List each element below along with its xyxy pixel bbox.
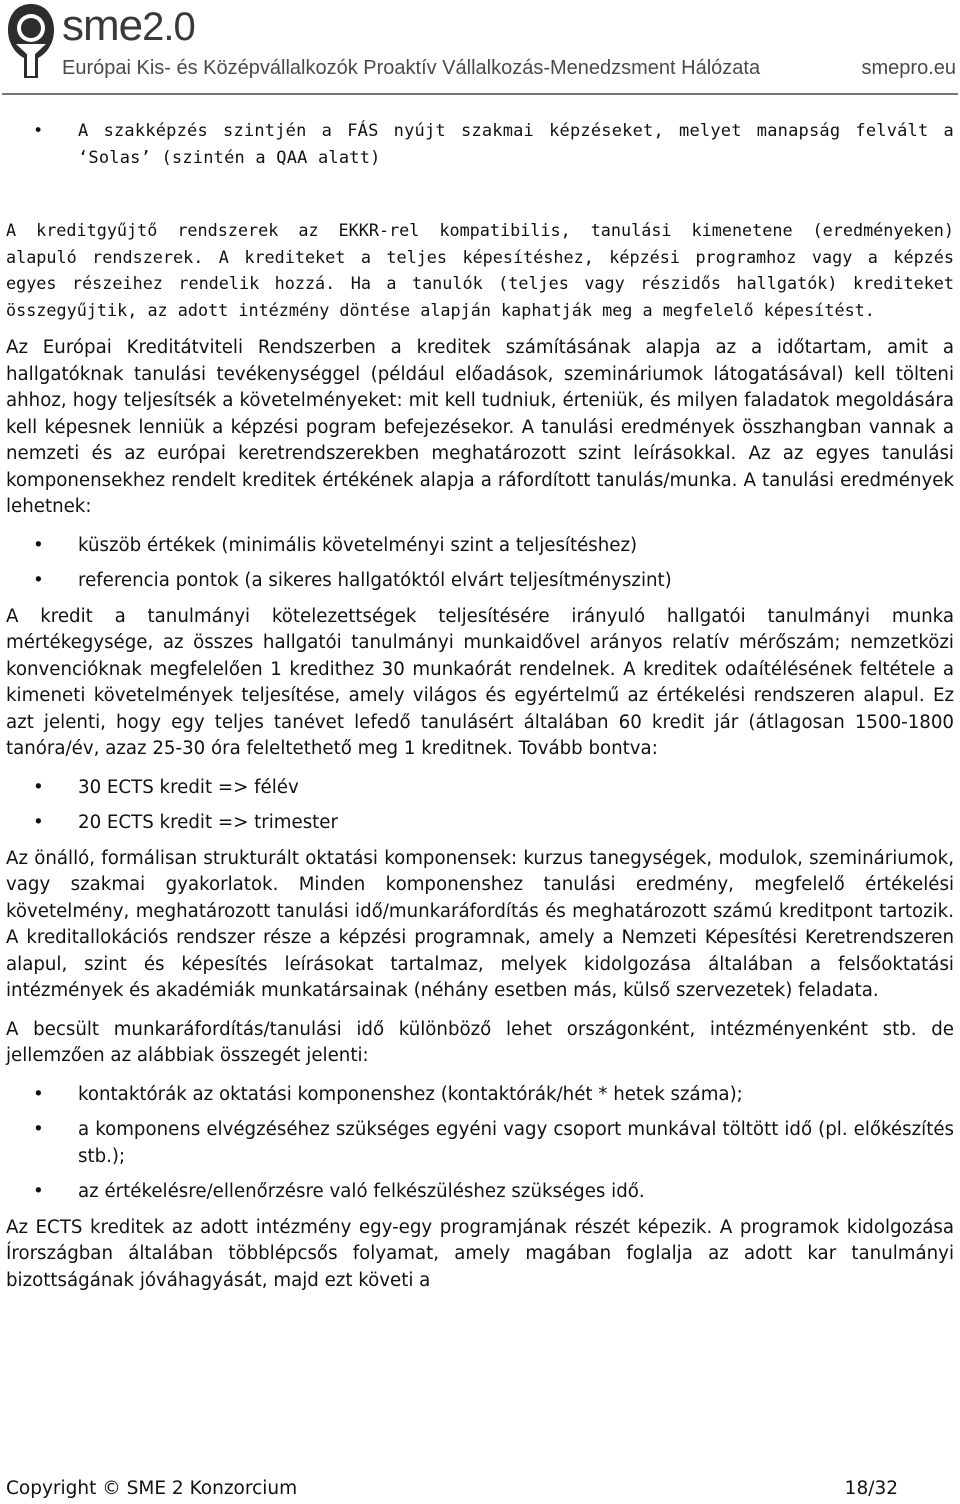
main-content bbox=[6, 118, 954, 1294]
bullet-icon: • bbox=[33, 1181, 44, 1202]
paragraph-text: A kreditgyűjtő rendszerek az EKKR-rel kompatibilis, tanulási kimenetene (eredményeken) alapuló rendszerek. A krediteket a teljes képesítéshez, képzési programhoz vagy a képzés egyes részeihez rendelik hozzá. bbox=[6, 220, 954, 293]
paragraph: Az önálló, formálisan strukturált oktatási komponensek: kurzus tanegységek, modulok, szemináriumok, vagy szakmai gyakorlatok. Minden komponenshez tanulási eredmény, megfelelő értékelési követelmény, meghatározott tanulási idő/munkaráfordítás és meghatározott számú kreditpont tartozik. A kreditallokációs rendszer része a képzési programnak, amely a Nemzeti Képesítési Keretrendszeren alapul, szint és képesítés leírásokat tartalmaz, melyek kidolgozása általában a felsőoktatási intézmények és akadémiák munkatársainak (néhány esetben más, külső szervezetek) feladata. bbox=[6, 847, 954, 1001]
list-item bbox=[6, 810, 954, 837]
list-item bbox=[6, 1082, 954, 1109]
bullet-text: referencia pontok (a sikeres hallgatóktól elvárt teljesítményszint) bbox=[78, 570, 672, 591]
paragraph: Az ECTS kreditek az adott intézmény egy-egy programjának részét képezik. A programok kidolgozása Írországban általában többlépcsős folyamat, amely magában foglalja az adott kar tanulmányi bizottságának jóváhagyását, majd ezt követi a bbox=[6, 1216, 954, 1291]
header-divider bbox=[2, 93, 958, 95]
paragraph: Az Európai Kreditátviteli Rendszerben a kreditek számításának alapja az a időtartam, amit a hallgatóknak tanulási tevékenységgel (például előadások, szemináriumok látogatásával) kell tölteni ahhoz, hogy teljesítsék a követelményeket: mit kell tudniuk, érteniük, és milyen faladatok megoldására kell képesnek lenniük a képzési pogram befejezésekor. A tanulási eredmények összhangban vannak a nemzeti és az európai keretrendszerekben meghatározott szint leírásokkal. Az az egyes tanulási komponensekhez rendelt kreditek értékének alapja a ráfordított tanulás/munka. A tanulási eredmények lehetnek: bbox=[6, 337, 954, 517]
brand-version: 2.0 bbox=[142, 5, 195, 49]
bullet-icon: • bbox=[33, 570, 44, 591]
paragraph-text: Ha a tanulók (teljes vagy részidős hallgatók) krediteket összegyűjtik, az adott intézmény döntése alapján kaphatják meg a megfelelő képesítést. bbox=[6, 273, 954, 320]
header-tagline: Európai Kis- és Középvállalkozók Proaktív Vállalkozás-Menedzsment Hálózata bbox=[62, 57, 761, 79]
bullet-icon: • bbox=[33, 812, 44, 833]
bullet-text: küszöb értékek (minimális követelményi szint a teljesítéshez) bbox=[78, 534, 638, 556]
bullet-text: a komponens elvégzéséhez szükséges egyéni vagy csoport munkával töltött idő (pl. előkészítés stb.); bbox=[78, 1119, 954, 1167]
list-item bbox=[6, 568, 954, 595]
list-item bbox=[6, 1179, 954, 1206]
footer-copyright: Copyright © SME 2 Konzorcium bbox=[6, 1478, 298, 1499]
bullet-text: 20 ECTS kredit => trimester bbox=[78, 812, 338, 833]
bullet-text: kontaktórák az oktatási komponenshez (kontaktórák/hét * hetek száma); bbox=[78, 1083, 743, 1105]
bullet-icon: • bbox=[33, 776, 44, 798]
list-item bbox=[6, 533, 954, 560]
site-url: smepro.eu bbox=[861, 57, 956, 79]
bullet-text: az értékelésre/ellenőrzésre való felkészüléshez szükséges idő. bbox=[78, 1181, 645, 1202]
paragraph: A becsült munkaráfordítás/tanulási idő különböző lehet országonként, intézményenként stb. de jellemzően az alábbiak összegét jelenti: bbox=[6, 1018, 954, 1066]
bullet-icon: • bbox=[33, 1083, 44, 1105]
list-item bbox=[6, 1117, 954, 1170]
list-item bbox=[6, 118, 954, 171]
page-number: 18/32 bbox=[844, 1478, 898, 1499]
graduate-person-icon bbox=[4, 2, 58, 80]
brand-name: sme2.0 bbox=[62, 1, 195, 50]
bullet-icon: • bbox=[33, 121, 44, 141]
bullet-text: A szakképzés szintjén a FÁS nyújt szakmai képzéseket, melyet manapság felvált a ‘Solas’ (szintén a QAA alatt) bbox=[78, 121, 954, 168]
bullet-text: 30 ECTS kredit => félév bbox=[78, 776, 299, 798]
bullet-icon: • bbox=[33, 534, 44, 556]
paragraph: A kredit a tanulmányi kötelezettségek teljesítésére irányuló hallgatói tanulmányi munka mértékegysége, az összes hallgatói tanulmányi munkaidővel arányos relatív mérőszám; nemzetközi konvencióknak megfelelően 1 kredithez 30 munkaórát rendelnek. A kreditek odaítélésének feltétele a kimeneti követelmények teljesítése, amely világos és egyértelmű az értékelési rendszeren alapul. Ez azt jelenti, hogy egy teljes tanévet lefedő tanulásért általában 60 kredit jár (átlagosan 1500-1800 tanóra/év, azaz 25-30 óra feleltethető meg 1 kreditnek. Tovább bontva: bbox=[6, 605, 954, 759]
bullet-icon: • bbox=[33, 1119, 44, 1140]
page-header bbox=[0, 0, 960, 96]
paragraph bbox=[6, 217, 954, 323]
list-item bbox=[6, 775, 954, 802]
